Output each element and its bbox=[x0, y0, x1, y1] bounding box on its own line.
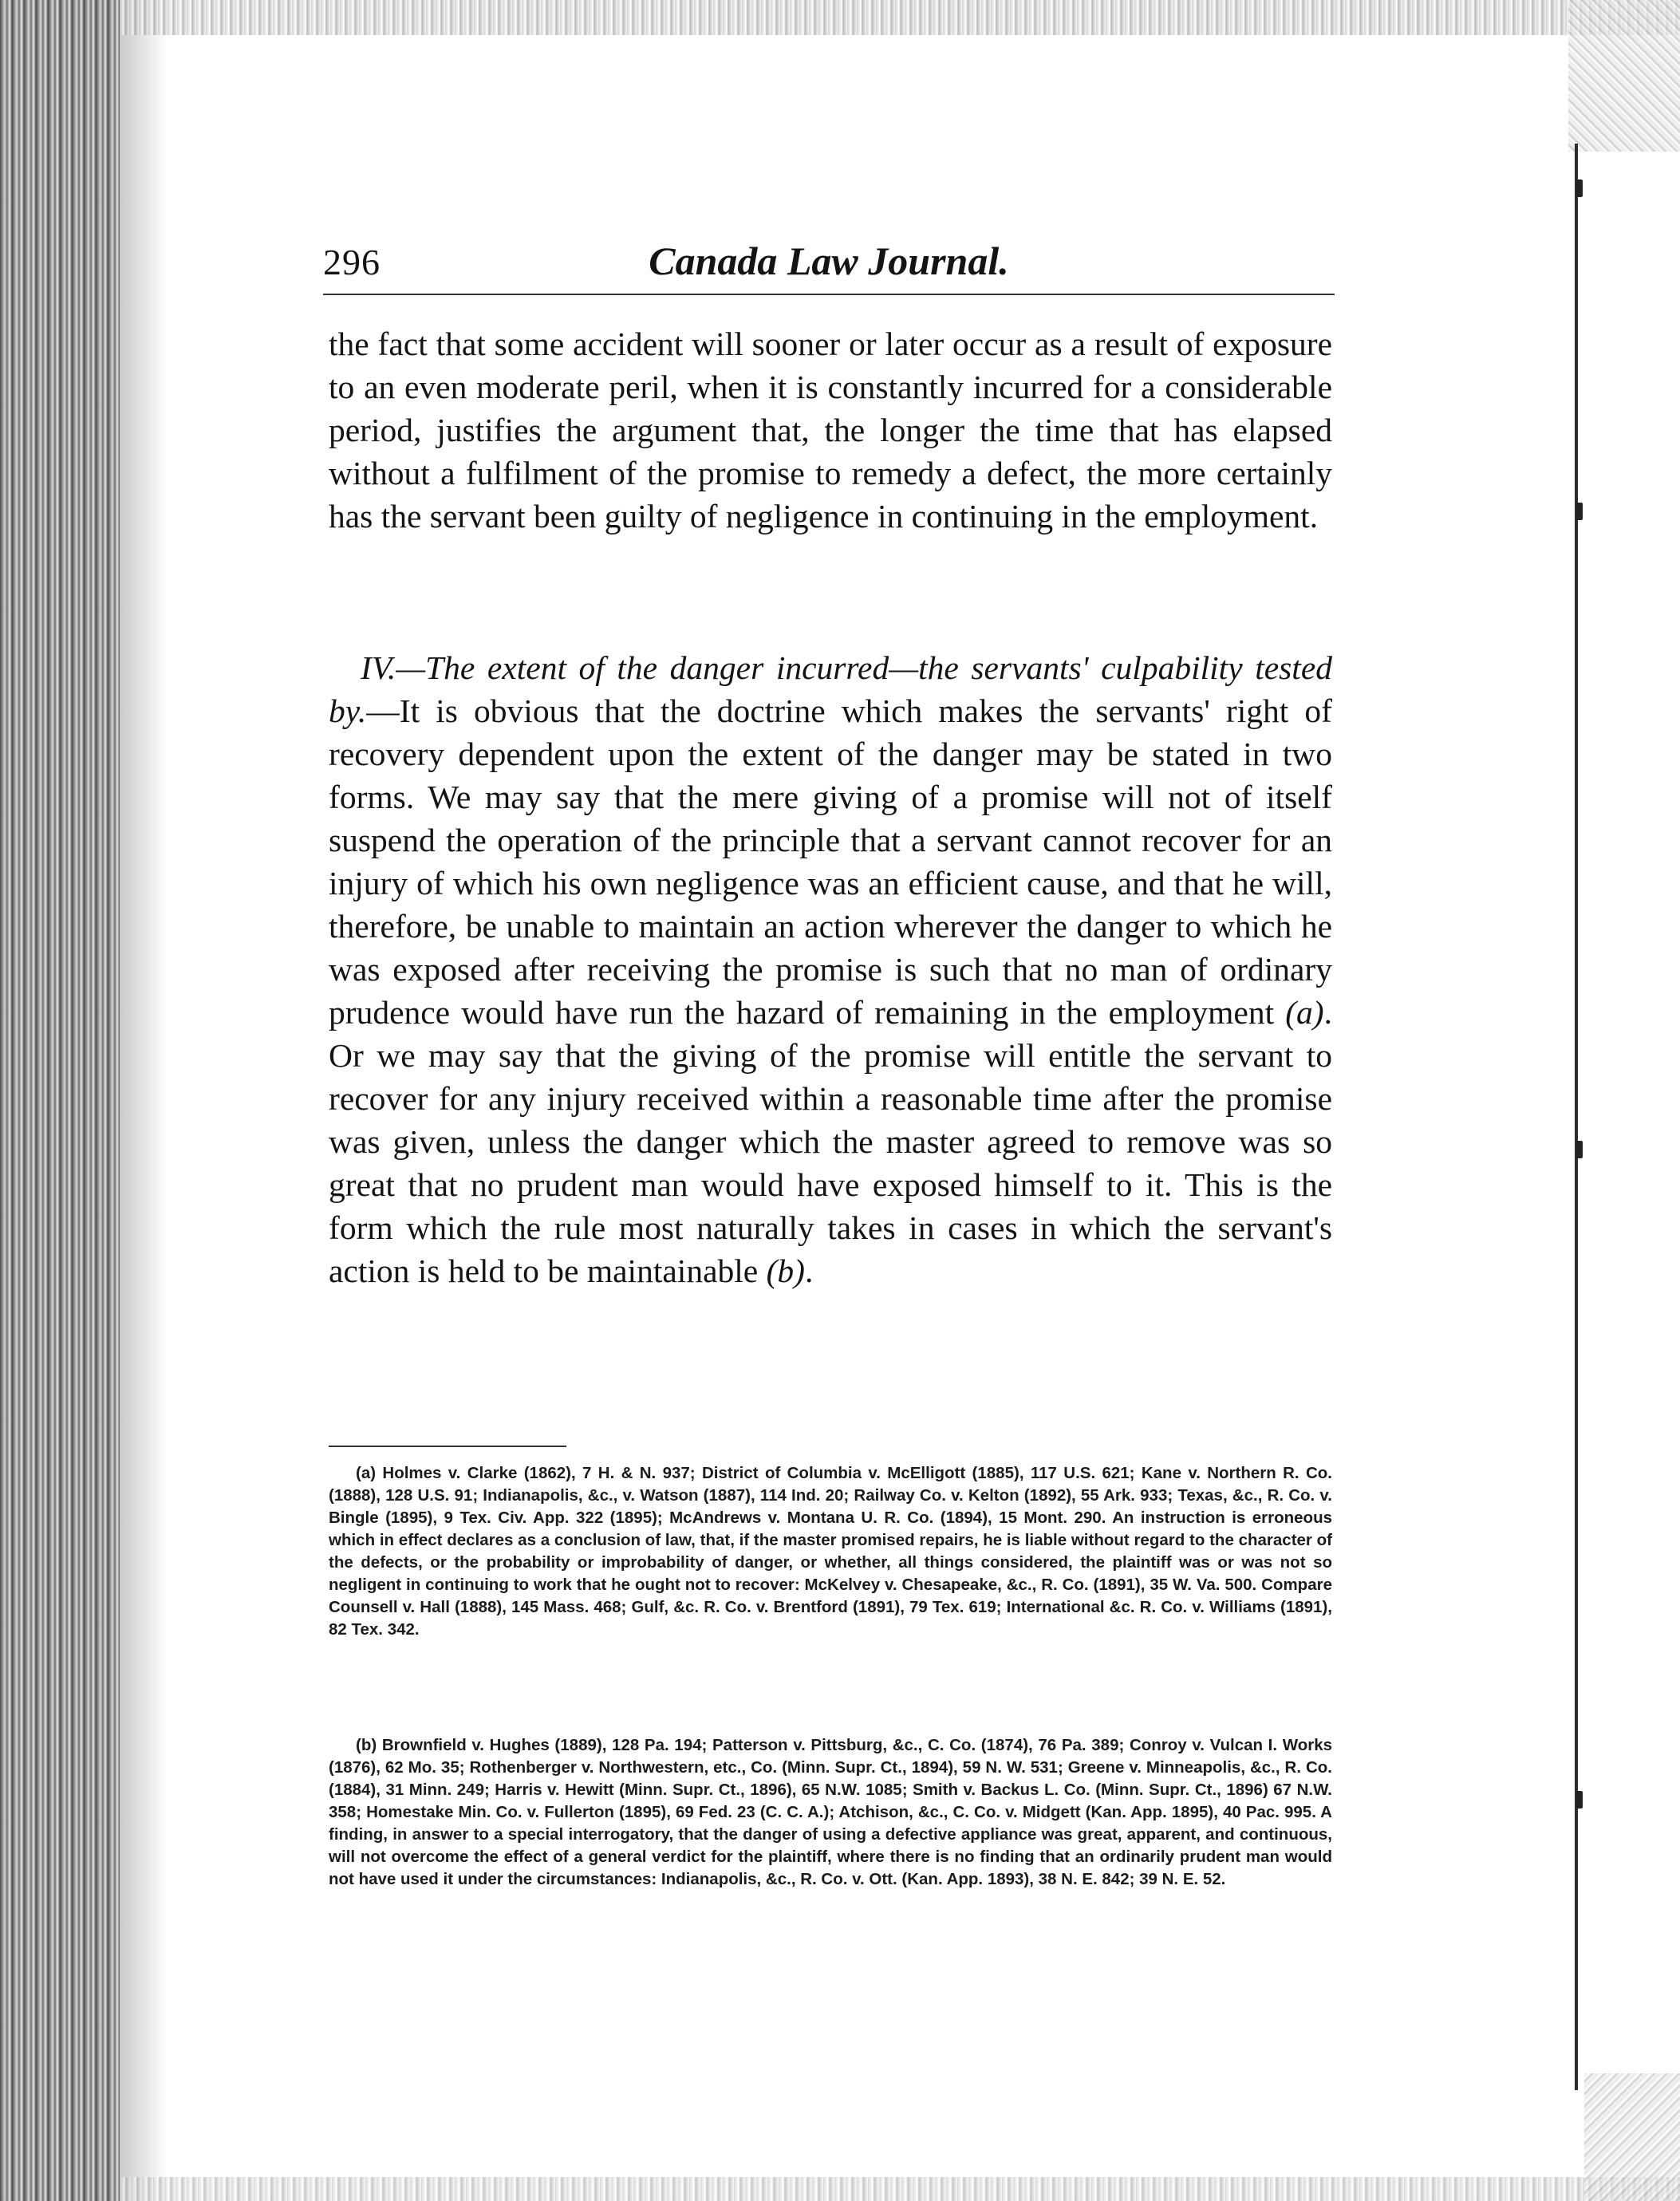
edge-mark bbox=[1576, 1791, 1583, 1809]
footnote-separator bbox=[329, 1446, 566, 1447]
paragraph-text: . Or we may say that the giving of the promise will entitle the servant to recover for any injury received within a reasonable time after the promise was given, unless the danger which the master agreed to remove was so great that no prudent man would have exposed himself to it. This is the form which the rule most naturally takes in cases in which the servant's action is held to be maintainable bbox=[329, 994, 1332, 1289]
footnote-a: (a) Holmes v. Clarke (1862), 7 H. & N. 937; District of Columbia v. McElligott (1885), 117 U.S. 621; Kane v. Northern R. Co. (1888), 128 U.S. 91; Indianapolis, &c., v. Watson (1887), 114 Ind. 20; Railway Co. v. Kelton (1892), 55 Ark. 933; Texas, &c., R. Co. v. Bingle (1895), 9 Tex. Civ. App. 322 (1895); McAndrews v. Montana U. R. Co. (1894), 15 Mont. 290. An instruction is erroneous which in effect declares as a conclusion of law, that, if the master promised repairs, he is liable without regard to the character of the defects, or the probability or improbability of danger, or whether, all things considered, the plaintiff was or was not so negligent in continuing to work that he ought not to recover: McKelvey v. Chesapeake, &c., R. Co. (1891), 35 W. Va. 500. Compare Counsell v. Hall (1888), 145 Mass. 468; Gulf, &c. R. Co. v. Brentford (1891), 79 Tex. 619; International &c. R. Co. v. Williams (1891), 82 Tex. 342. bbox=[329, 1464, 1332, 1639]
edge-mark bbox=[1576, 179, 1583, 197]
footnote-b: (b) Brownfield v. Hughes (1889), 128 Pa. 194; Patterson v. Pittsburg, &c., C. Co. (1874), 76 Pa. 389; Conroy v. Vulcan I. Works (1876), 62 Mo. 35; Rothenberger v. Northwestern, etc., Co. (Minn. Supr. Ct., 1894), 59 N. W. 531; Greene v. Minneapolis, &c., R. Co. (1884), 31 Minn. 249; Harris v. Hewitt (Minn. Supr. Ct., 1896), 65 N.W. 1085; Smith v. Backus L. Co. (Minn. Supr. Ct., 1896) 67 N.W. 358; Homestake Min. Co. v. Fullerton (1895), 69 Fed. 23 (C. C. A.); Atchison, &c., C. Co. v. Midgett (Kan. App. 1895), 40 Pac. 995. A finding, in answer to a special interrogatory, that the danger of using a defective appliance was great, apparent, and continuous, will not overcome the effect of a general verdict for the plaintiff, where there is no finding that an ordinarily prudent man would not have used it under the circumstances: Indianapolis, &c., R. Co. v. Ott. (Kan. App. 1893), 38 N. E. 842; 39 N. E. 52. bbox=[329, 1736, 1332, 1888]
scan-binding-shadow bbox=[0, 0, 120, 2201]
scan-corner-noise-bottom bbox=[1584, 2073, 1680, 2201]
section-heading: IV.—The extent of the danger incurred—the servants' culpability tested by. bbox=[329, 649, 1332, 729]
footnote-ref-a: (a) bbox=[1285, 994, 1324, 1031]
scan-top-edge bbox=[120, 0, 1680, 35]
paragraph-end: . bbox=[804, 1252, 814, 1289]
scan-bottom-edge bbox=[120, 2177, 1680, 2201]
footnote-ref-b: (b) bbox=[766, 1252, 805, 1289]
scan-corner-noise bbox=[1568, 0, 1680, 152]
scan-shadow-fade bbox=[120, 0, 168, 2201]
page-header bbox=[323, 238, 1335, 295]
page-number: 296 bbox=[323, 242, 381, 282]
journal-title: Canada Law Journal. bbox=[649, 239, 1009, 283]
paragraph-section-iv bbox=[329, 646, 1332, 1292]
edge-mark bbox=[1576, 503, 1583, 520]
paragraph-text: —It is obvious that the doctrine which makes the servants' right of recovery dependent upon the extent of the danger may be stated in two forms. We may say that the mere giving of a promise will not of itself suspend the operation of the principle that a servant cannot recover for an injury of which his own negligence was an efficient cause, and that he will, therefore, be unable to maintain an action wherever the danger to which he was exposed after receiving the promise is such that no man of ordinary prudence would have run the hazard of remaining in the employment bbox=[329, 692, 1332, 1031]
paragraph-continuation: the fact that some accident will sooner or later occur as a result of exposure to an even moderate peril, when it is constantly incurred for a considerable period, justifies the argument that, the longer the time that has elapsed without a fulfilment of the promise to remedy a defect, the more certainly has the servant been guilty of negligence in continuing in the employment. bbox=[329, 325, 1332, 534]
edge-mark bbox=[1576, 1141, 1583, 1158]
